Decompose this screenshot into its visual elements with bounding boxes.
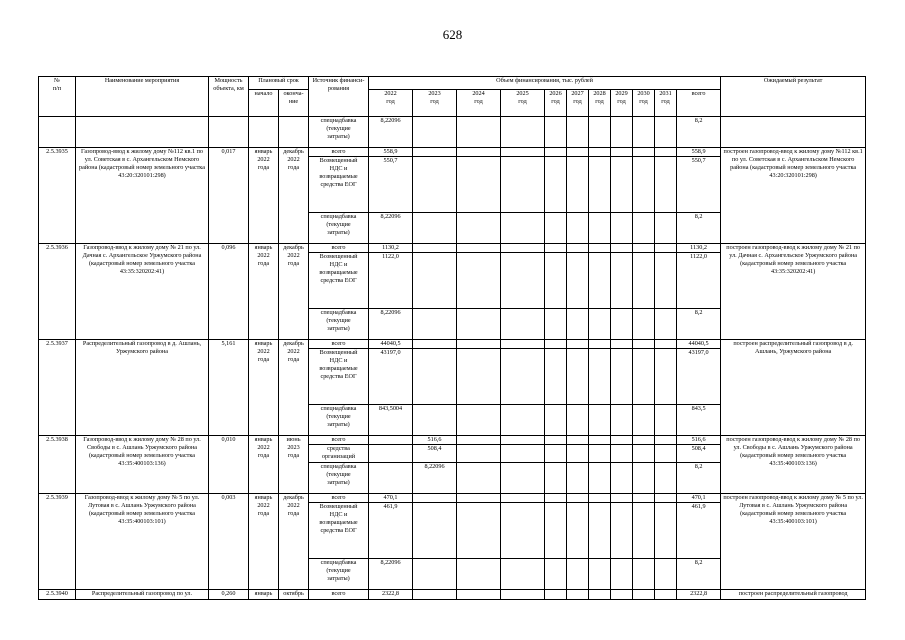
cell-year-empty <box>545 253 567 309</box>
header-name: Наименование мероприятия <box>76 77 209 117</box>
cell-source: спецнадбавка (текущие затраты) <box>309 559 369 590</box>
cell-result: построен газопровод-ввод к жилому дому № 5 по ул. Лутовая в с. Ашлань Уржумского района (кадастровый номер земельного участка 43:35:400103:101) <box>721 494 866 590</box>
cell-2022 <box>369 463 413 494</box>
cell-capacity: 0,017 <box>209 148 249 244</box>
cell-year-empty <box>611 213 633 244</box>
cell-year-empty <box>567 157 589 213</box>
cell-year-empty <box>589 148 611 157</box>
cell-year-empty <box>567 445 589 463</box>
cell-year-empty <box>457 309 501 340</box>
cell-year-empty <box>501 253 545 309</box>
cell-year-empty <box>655 559 677 590</box>
cell-2022: 43197,0 <box>369 349 413 405</box>
table-row <box>39 494 866 503</box>
financing-table <box>38 76 866 600</box>
cell-total: 508,4 <box>677 445 721 463</box>
cell-year-empty <box>545 244 567 253</box>
cell-2023 <box>413 253 457 309</box>
cell-year-empty <box>501 590 545 600</box>
cell-start <box>249 117 279 148</box>
cell-year-empty <box>545 494 567 503</box>
header-result: Ожидаемый результат <box>721 77 866 117</box>
cell-year-empty <box>633 148 655 157</box>
cell-year-empty <box>589 157 611 213</box>
header-funding: Объем финансирования, тыс. рублей <box>369 77 721 90</box>
cell-year-empty <box>589 503 611 559</box>
cell-year-empty <box>501 463 545 494</box>
cell-year-empty <box>589 405 611 436</box>
cell-year-empty <box>457 436 501 445</box>
cell-total: 44040,5 <box>677 340 721 349</box>
cell-year-empty <box>567 590 589 600</box>
cell-year-empty <box>611 244 633 253</box>
cell-year-empty <box>633 436 655 445</box>
cell-year-empty <box>633 253 655 309</box>
cell-2022: 8,22096 <box>369 213 413 244</box>
cell-year-empty <box>611 340 633 349</box>
cell-source: спецнадбавка (текущие затраты) <box>309 117 369 148</box>
cell-source: Возмещенный НДС и возвращаемые средства ЕОГ <box>309 253 369 309</box>
cell-year-empty <box>611 463 633 494</box>
cell-total: 1130,2 <box>677 244 721 253</box>
cell-result: построен распределительный газопровод <box>721 590 866 600</box>
cell-year-empty <box>501 340 545 349</box>
cell-year-empty <box>633 590 655 600</box>
cell-year-empty <box>655 445 677 463</box>
cell-num <box>39 117 76 148</box>
cell-2027 <box>567 117 589 148</box>
table-row <box>39 148 866 157</box>
cell-year-empty <box>655 436 677 445</box>
cell-year-empty <box>655 349 677 405</box>
cell-2029 <box>611 117 633 148</box>
cell-year-empty <box>655 157 677 213</box>
cell-year-empty <box>633 503 655 559</box>
cell-start: январь 2022 года <box>249 340 279 436</box>
cell-2023 <box>413 349 457 405</box>
cell-2023: 516,6 <box>413 436 457 445</box>
cell-year-empty <box>567 503 589 559</box>
cell-total: 1122,0 <box>677 253 721 309</box>
table-body <box>39 117 866 600</box>
cell-year-empty <box>611 405 633 436</box>
cell-result <box>721 117 866 148</box>
cell-end: декабрь 2022 года <box>279 244 309 340</box>
cell-year-empty <box>501 494 545 503</box>
cell-year-empty <box>589 436 611 445</box>
cell-year-empty <box>655 213 677 244</box>
cell-2022: 8,22096 <box>369 559 413 590</box>
cell-2023 <box>413 405 457 436</box>
header-year: 2030 год <box>633 90 655 117</box>
cell-2023 <box>413 559 457 590</box>
cell-year-empty <box>457 213 501 244</box>
cell-source: спецнадбавка (текущие затраты) <box>309 213 369 244</box>
cell-result: построен газопровод-ввод к жилому дому № 21 по ул. Дачная с. Архангельское Уржумского района (кадастровый номер земельного участка 43:35:320202:41) <box>721 244 866 340</box>
cell-year-empty <box>633 405 655 436</box>
cell-end: июнь 2023 года <box>279 436 309 494</box>
cell-2022: 1122,0 <box>369 253 413 309</box>
cell-year-empty <box>545 463 567 494</box>
cell-year-empty <box>567 148 589 157</box>
cell-year-empty <box>457 503 501 559</box>
cell-source: Возмещенный НДС и возвращаемые средства ЕОГ <box>309 157 369 213</box>
cell-year-empty <box>567 405 589 436</box>
cell-year-empty <box>589 244 611 253</box>
cell-name: Распределительный газопровод в д. Ашлань, Уржумского района <box>76 340 209 436</box>
cell-year-empty <box>611 494 633 503</box>
cell-year-empty <box>567 349 589 405</box>
header-year: 2023 год <box>413 90 457 117</box>
cell-total: 558,9 <box>677 148 721 157</box>
cell-year-empty <box>545 445 567 463</box>
cell-year-empty <box>589 445 611 463</box>
cell-year-empty <box>545 503 567 559</box>
cell-year-empty <box>633 340 655 349</box>
cell-year-empty <box>589 253 611 309</box>
cell-2023 <box>413 244 457 253</box>
cell-year-empty <box>655 503 677 559</box>
cell-2023 <box>413 340 457 349</box>
cell-year-empty <box>545 309 567 340</box>
cell-total: 8,2 <box>677 213 721 244</box>
cell-num: 2.5.3940 <box>39 590 76 600</box>
cell-year-empty <box>501 148 545 157</box>
cell-year-empty <box>611 253 633 309</box>
cell-year-empty <box>611 148 633 157</box>
cell-year-empty <box>545 148 567 157</box>
cell-start: январь 2022 года <box>249 436 279 494</box>
cell-2025 <box>501 117 545 148</box>
cell-total: 516,6 <box>677 436 721 445</box>
cell-year-empty <box>655 590 677 600</box>
cell-2022: 8,22096 <box>369 117 413 148</box>
table-row <box>39 244 866 253</box>
cell-year-empty <box>633 157 655 213</box>
cell-year-empty <box>545 436 567 445</box>
cell-year-empty <box>633 244 655 253</box>
cell-end: декабрь 2022 года <box>279 148 309 244</box>
cell-name: Газопровод-ввод к жилому дому № 21 по ул. Дачная с. Архангельское Уржумского района (кадастровый номер земельного участка 43:35:320202:41) <box>76 244 209 340</box>
cell-year-empty <box>567 494 589 503</box>
cell-2023 <box>413 157 457 213</box>
header-end: оконча- ние <box>279 90 309 117</box>
cell-year-empty <box>413 590 457 600</box>
cell-year-empty <box>611 590 633 600</box>
cell-year-empty <box>501 213 545 244</box>
cell-year-empty <box>457 349 501 405</box>
cell-year-empty <box>611 503 633 559</box>
cell-2031 <box>655 117 677 148</box>
cell-year-empty <box>611 436 633 445</box>
header-start: начало <box>249 90 279 117</box>
table-row <box>39 436 866 445</box>
cell-year-empty <box>633 445 655 463</box>
cell-year-empty <box>567 213 589 244</box>
cell-year-empty <box>501 559 545 590</box>
cell-2022: 461,9 <box>369 503 413 559</box>
cell-2022: 44040,5 <box>369 340 413 349</box>
cell-year-empty <box>655 244 677 253</box>
cell-year-empty <box>545 340 567 349</box>
cell-result: построен распределительный газопровод в д. Ашлань, Уржумского района <box>721 340 866 436</box>
cell-end: октябрь <box>279 590 309 600</box>
table-row <box>39 590 866 600</box>
cell-year-empty <box>501 436 545 445</box>
header-year: 2024 год <box>457 90 501 117</box>
cell-source: Возмещенный НДС и возвращаемые средства ЕОГ <box>309 349 369 405</box>
cell-total: 550,7 <box>677 157 721 213</box>
cell-year-empty <box>611 559 633 590</box>
cell-num: 2.5.3935 <box>39 148 76 244</box>
cell-name: Газопровод-ввод к жилому дому №112 кв.1 по ул. Советская в с. Архангельском Немского района (кадастровый номер земельного участка 43:20:320101:298) <box>76 148 209 244</box>
cell-name: Газопровод-ввод к жилому дому № 28 по ул. Свободы в с. Ашлань Уржумского района (кадастровый номер земельного участка 43:35:400103:136) <box>76 436 209 494</box>
cell-year-empty <box>655 463 677 494</box>
cell-2023 <box>413 213 457 244</box>
cell-num: 2.5.3938 <box>39 436 76 494</box>
cell-total: 43197,0 <box>677 349 721 405</box>
cell-year-empty <box>501 244 545 253</box>
cell-year-empty <box>545 213 567 244</box>
cell-year-empty <box>457 244 501 253</box>
cell-year-empty <box>567 559 589 590</box>
cell-total: 8,2 <box>677 463 721 494</box>
cell-year-empty <box>655 253 677 309</box>
cell-year-empty <box>501 309 545 340</box>
cell-year-empty <box>611 157 633 213</box>
cell-year-empty <box>589 340 611 349</box>
cell-source: всего <box>309 340 369 349</box>
cell-2022: 550,7 <box>369 157 413 213</box>
cell-start: январь <box>249 590 279 600</box>
cell-year-empty <box>501 445 545 463</box>
header-year: 2027 год <box>567 90 589 117</box>
cell-year-empty <box>567 253 589 309</box>
cell-2023 <box>413 503 457 559</box>
cell-end: декабрь 2022 года <box>279 340 309 436</box>
cell-2022 <box>369 445 413 463</box>
cell-start: январь 2022 года <box>249 244 279 340</box>
cell-capacity <box>209 117 249 148</box>
cell-start: январь 2022 года <box>249 148 279 244</box>
cell-total: 8,2 <box>677 117 721 148</box>
cell-source: спецнадбавка (текущие затраты) <box>309 463 369 494</box>
cell-year-empty <box>589 349 611 405</box>
cell-year-empty <box>457 590 501 600</box>
cell-source: средства организаций <box>309 445 369 463</box>
cell-2022: 558,9 <box>369 148 413 157</box>
cell-result: построен газопровод-ввод к жилому дому №112 кв.1 по ул. Советская в с. Архангельском Немского района (кадастровый номер земельного участка 43:20:320101:298) <box>721 148 866 244</box>
cell-source: всего <box>309 244 369 253</box>
cell-year-empty <box>589 590 611 600</box>
cell-year-empty <box>545 559 567 590</box>
cell-2023: 8,22096 <box>413 463 457 494</box>
cell-source: Возмещенный НДС и возвращаемые средства ЕОГ <box>309 503 369 559</box>
cell-year-empty <box>501 405 545 436</box>
cell-source: всего <box>309 436 369 445</box>
cell-2022: 1130,2 <box>369 244 413 253</box>
cell-year-empty <box>545 405 567 436</box>
cell-year-empty <box>567 340 589 349</box>
cell-2022: 843,5004 <box>369 405 413 436</box>
cell-capacity: 0,260 <box>209 590 249 600</box>
header-num: № п/п <box>39 77 76 117</box>
cell-year-empty <box>501 349 545 405</box>
cell-year-empty <box>457 157 501 213</box>
table-row <box>39 340 866 349</box>
cell-2022: 8,22096 <box>369 309 413 340</box>
cell-source: всего <box>309 148 369 157</box>
cell-year-empty <box>655 340 677 349</box>
table-row <box>39 117 866 148</box>
header-capacity: Мощность объекта, км <box>209 77 249 117</box>
cell-2030 <box>633 117 655 148</box>
cell-total: 470,1 <box>677 494 721 503</box>
header-year: 2029 год <box>611 90 633 117</box>
cell-total: 8,2 <box>677 309 721 340</box>
cell-2024 <box>457 117 501 148</box>
cell-year-empty <box>457 405 501 436</box>
header-schedule: Плановый срок <box>249 77 309 90</box>
cell-year-empty <box>567 463 589 494</box>
cell-year-empty <box>655 494 677 503</box>
cell-year-empty <box>611 445 633 463</box>
cell-year-empty <box>655 309 677 340</box>
cell-2028 <box>589 117 611 148</box>
cell-capacity: 5,161 <box>209 340 249 436</box>
header-year: 2026 год <box>545 90 567 117</box>
cell-total: 2322,8 <box>677 590 721 600</box>
cell-total: 461,9 <box>677 503 721 559</box>
cell-num: 2.5.3939 <box>39 494 76 590</box>
cell-end <box>279 117 309 148</box>
cell-year-empty <box>545 349 567 405</box>
cell-year-empty <box>655 148 677 157</box>
cell-year-empty <box>545 157 567 213</box>
cell-year-empty <box>589 494 611 503</box>
header-total: всего <box>677 90 721 117</box>
page-number: 628 <box>442 27 463 42</box>
cell-year-empty <box>633 349 655 405</box>
cell-2023 <box>413 494 457 503</box>
cell-2026 <box>545 117 567 148</box>
cell-year-empty <box>611 349 633 405</box>
header-source: Источник финанси- рования <box>309 77 369 117</box>
cell-year-empty <box>457 340 501 349</box>
cell-year-empty <box>589 213 611 244</box>
cell-2023 <box>413 117 457 148</box>
cell-total: 8,2 <box>677 559 721 590</box>
cell-source: спецнадбавка (текущие затраты) <box>309 309 369 340</box>
cell-year-empty <box>567 436 589 445</box>
cell-2023: 508,4 <box>413 445 457 463</box>
cell-year-empty <box>633 494 655 503</box>
cell-source: спецнадбавка (текущие затраты) <box>309 405 369 436</box>
cell-year-empty <box>589 559 611 590</box>
header-year: 2028 год <box>589 90 611 117</box>
header-year: 2031 год <box>655 90 677 117</box>
cell-start: январь 2022 года <box>249 494 279 590</box>
cell-num: 2.5.3936 <box>39 244 76 340</box>
cell-year-empty <box>567 309 589 340</box>
cell-year-empty <box>501 157 545 213</box>
cell-year-empty <box>589 309 611 340</box>
cell-year-empty <box>457 148 501 157</box>
cell-name: Распределительный газопровод по ул. <box>76 590 209 600</box>
cell-2022: 470,1 <box>369 494 413 503</box>
cell-name <box>76 117 209 148</box>
cell-year-empty <box>633 559 655 590</box>
cell-source: всего <box>309 494 369 503</box>
cell-capacity: 0,003 <box>209 494 249 590</box>
cell-capacity: 0,010 <box>209 436 249 494</box>
cell-year-empty <box>633 213 655 244</box>
cell-2023 <box>413 309 457 340</box>
cell-year-empty <box>457 463 501 494</box>
cell-year-empty <box>545 590 567 600</box>
cell-year-empty <box>589 463 611 494</box>
header-year: 2022 год <box>369 90 413 117</box>
cell-year-empty <box>457 559 501 590</box>
cell-year-empty <box>633 309 655 340</box>
header-year: 2025 год <box>501 90 545 117</box>
cell-num: 2.5.3937 <box>39 340 76 436</box>
cell-year-empty <box>457 494 501 503</box>
cell-year-empty <box>633 463 655 494</box>
cell-end: декабрь 2022 года <box>279 494 309 590</box>
cell-2022: 2322,8 <box>369 590 413 600</box>
cell-year-empty <box>655 405 677 436</box>
cell-total: 843,5 <box>677 405 721 436</box>
cell-capacity: 0,096 <box>209 244 249 340</box>
cell-year-empty <box>457 445 501 463</box>
cell-source: всего <box>309 590 369 600</box>
cell-result: построен газопровод-ввод к жилому дому № 28 по ул. Свободы в с. Ашлань Уржумского района (кадастровый номер земельного участка 43:35:400103:136) <box>721 436 866 494</box>
cell-year-empty <box>567 244 589 253</box>
cell-year-empty <box>457 253 501 309</box>
cell-year-empty <box>501 503 545 559</box>
cell-2023 <box>413 148 457 157</box>
cell-2022 <box>369 436 413 445</box>
cell-year-empty <box>611 309 633 340</box>
cell-name: Газопровод-ввод к жилому дому № 5 по ул. Лутовая в с. Ашлань Уржумского района (кадастровый номер земельного участка 43:35:400103:101) <box>76 494 209 590</box>
